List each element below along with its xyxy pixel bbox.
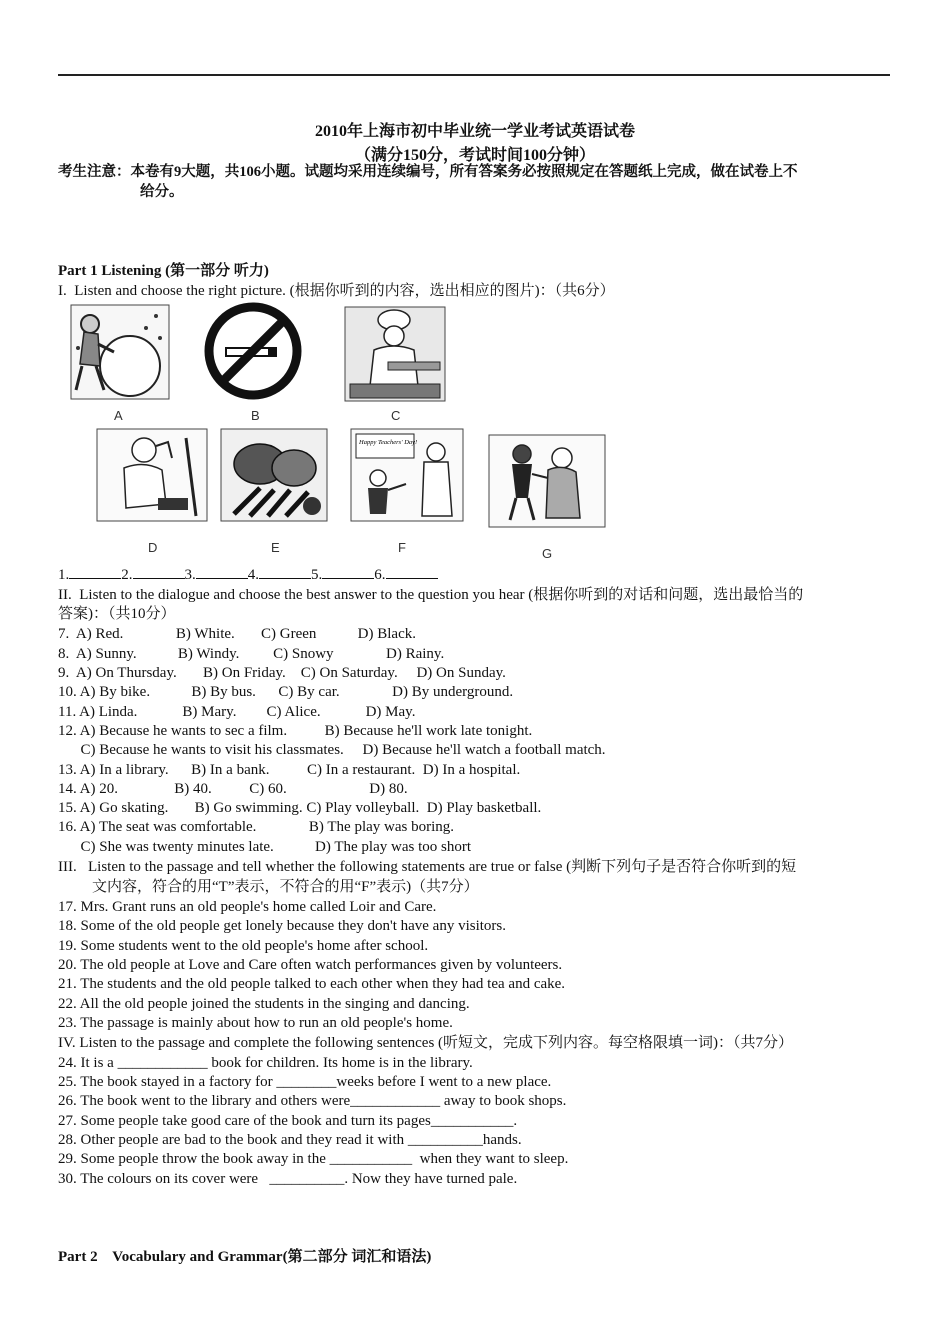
picture-g (488, 434, 606, 528)
completion-line: 30. The colours on its cover were __________. Now they have turned pale. (58, 1171, 518, 1187)
answer-number-6: 6. (374, 567, 386, 583)
teachers-day-banner-text: Happy Teachers' Day! (359, 439, 418, 446)
picture-d (96, 428, 208, 522)
picture-label-e: E (271, 540, 280, 555)
answer-number-5: 5. (311, 567, 323, 583)
man-on-phone-illustration (96, 428, 208, 522)
picture-label-b: B (251, 408, 260, 423)
picture-f (350, 428, 464, 522)
question-line: 11. A) Linda. B) Mary. C) Alice. D) May. (58, 704, 416, 720)
answer-blank-6[interactable] (386, 566, 438, 579)
question-line: 9. A) On Thursday. B) On Friday. C) On Saturday. D) On Sunday. (58, 665, 506, 681)
question-line: C) She was twenty minutes late. D) The play was too short (58, 839, 471, 855)
completion-line: 29. Some people throw the book away in the ___________ when they want to sleep. (58, 1151, 569, 1167)
section3-instruction-line-2: 文内容，符合的用“T”表示，不符合的用“F”表示)（共7分） (92, 879, 479, 895)
question-line: 12. A) Because he wants to sec a film. B) Because he'll work late tonight. (58, 723, 533, 739)
question-line: 13. A) In a library. B) In a bank. C) In a restaurant. D) In a hospital. (58, 762, 521, 778)
question-line: 8. A) Sunny. B) Windy. C) Snowy D) Rainy. (58, 646, 445, 662)
answer-blank-4[interactable] (259, 566, 311, 579)
section2-instruction-line-1: II. Listen to the dialogue and choose the best answer to the question you hear (根据你听到的对话和问题，选出最恰当的 (58, 587, 804, 603)
notice-line-2: 给分。 (140, 184, 184, 200)
completion-line: 28. Other people are bad to the book and they read it with __________hands. (58, 1132, 522, 1148)
completion-line: 24. It is a ____________ book for children. Its home is in the library. (58, 1055, 473, 1071)
question-line: 15. A) Go skating. B) Go swimming. C) Play volleyball. D) Play basketball. (58, 800, 542, 816)
picture-label-g: G (542, 546, 553, 561)
statement-line: 21. The students and the old people talked to each other when they had tea and cake. (58, 976, 566, 992)
teachers-day-illustration (350, 428, 464, 522)
picture-label-a: A (114, 408, 123, 423)
picture-label-f: F (398, 540, 406, 555)
picture-b (202, 302, 304, 400)
notice-line-1: 考生注意：本卷有9大题，共106小题。试题均采用连续编号，所有答案务必按照规定在答题纸上完成，做在试卷上不 (58, 164, 798, 180)
picture-a (70, 304, 170, 400)
section2-instruction-line-2: 答案)：（共10分） (58, 606, 176, 622)
statement-line: 20. The old people at Love and Care often watch performances given by volunteers. (58, 957, 563, 973)
completion-line: 25. The book stayed in a factory for ________weeks before I went to a new place. (58, 1074, 552, 1090)
answer-number-4: 4. (247, 567, 259, 583)
statement-line: 22. All the old people joined the students in the singing and dancing. (58, 996, 470, 1012)
picture-label-d: D (148, 540, 158, 555)
top-rule (58, 74, 890, 76)
answer-number-2: 2. (121, 567, 133, 583)
exam-subtitle: （满分150分，考试时间100分钟） (354, 147, 595, 164)
snowman-boy-illustration (70, 304, 170, 400)
exam-title: 2010年上海市初中毕业统一学业考试英语试卷 (314, 123, 635, 140)
answer-blank-1[interactable] (69, 566, 121, 579)
question-line: 16. A) The seat was comfortable. B) The play was boring. (58, 819, 455, 835)
vegetables-illustration (220, 428, 328, 522)
statement-line: 19. Some students went to the old people's home after school. (58, 938, 429, 954)
section4-instruction: IV. Listen to the passage and complete the following sentences (听短文，完成下列内容。每空格限填一词)：（共7分） (58, 1035, 794, 1051)
answer-number-1: 1. (58, 567, 70, 583)
answer-blank-5[interactable] (322, 566, 374, 579)
statement-line: 17. Mrs. Grant runs an old people's home called Loir and Care. (58, 899, 437, 915)
answer-number-3: 3. (184, 567, 196, 583)
statement-line: 18. Some of the old people get lonely because they don't have any visitors. (58, 918, 507, 934)
statement-line: 23. The passage is mainly about how to run an old people's home. (58, 1015, 453, 1031)
chef-baking-illustration (344, 306, 446, 402)
children-dancing-illustration (488, 434, 606, 528)
question-line: C) Because he wants to visit his classmates. D) Because he'll watch a football match. (58, 742, 606, 758)
section1-instruction: I. Listen and choose the right picture. (根据你听到的内容，选出相应的图片)：（共6分） (58, 283, 615, 299)
answer-blanks-row (58, 566, 438, 584)
question-line: 10. A) By bike. B) By bus. C) By car. D) By underground. (58, 684, 514, 700)
no-smoking-sign-illustration (202, 302, 304, 400)
picture-c (344, 306, 446, 402)
part2-heading: Part 2 Vocabulary and Grammar(第二部分 词汇和语法) (58, 1249, 432, 1265)
answer-blank-2[interactable] (133, 566, 185, 579)
completion-line: 27. Some people take good care of the book and turn its pages___________. (58, 1113, 518, 1129)
answer-blank-3[interactable] (196, 566, 248, 579)
question-line: 7. A) Red. B) White. C) Green D) Black. (58, 626, 417, 642)
completion-line: 26. The book went to the library and others were____________ away to book shops. (58, 1093, 567, 1109)
section3-instruction-line-1: III. Listen to the passage and tell whether the following statements are true or false (判断下列句子是否符合你听到的短 (58, 859, 797, 875)
exam-notice (58, 162, 898, 202)
picture-label-c: C (391, 408, 401, 423)
part1-heading: Part 1 Listening (第一部分 听力) (58, 263, 269, 279)
picture-e (220, 428, 328, 522)
question-line: 14. A) 20. B) 40. C) 60. D) 80. (58, 781, 408, 797)
